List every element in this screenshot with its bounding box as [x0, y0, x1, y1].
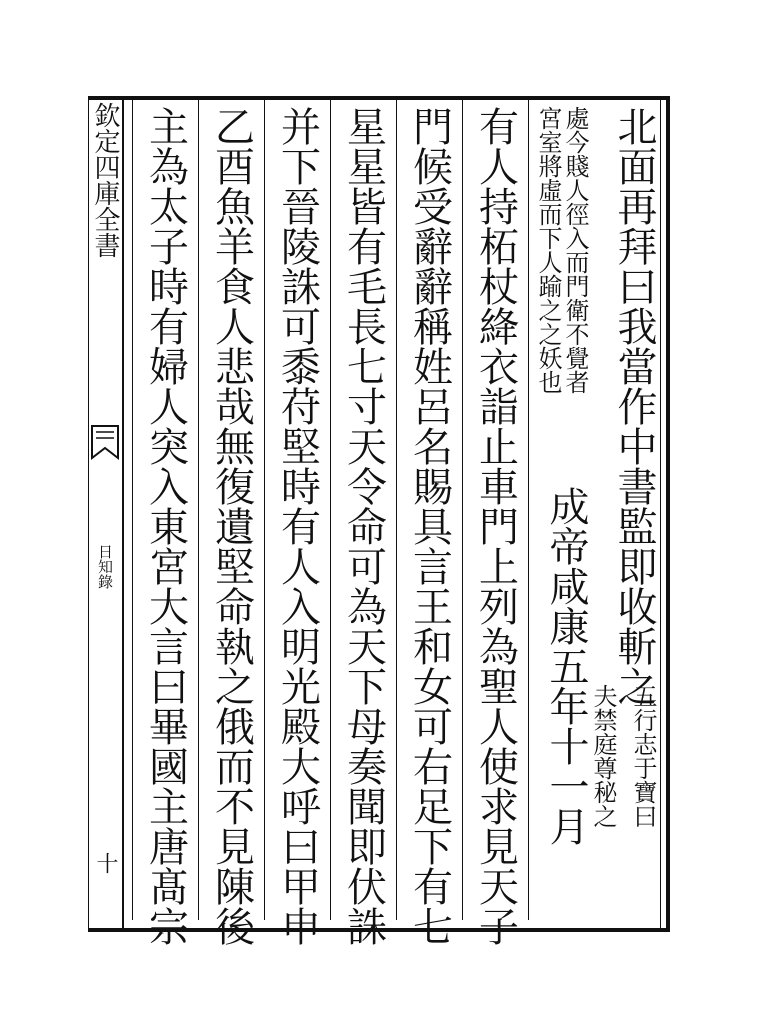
annotation-right: 處今賤人徑入而門衛不覺者 — [561, 106, 589, 394]
main-text: 北面再拜曰我當作中書監即收斬之 — [611, 106, 657, 706]
annotation-right: 五行志于寶曰 — [629, 684, 657, 828]
text-column-1 — [589, 100, 660, 920]
text-column-5 — [330, 100, 396, 946]
text-column-7 — [198, 100, 264, 946]
annotation-left: 夫禁庭尊秘之 — [589, 684, 617, 828]
text-column-3 — [462, 100, 528, 946]
banxin-page-number: 十 — [93, 852, 118, 874]
main-text: 并下晉陵誅可黍苻堅時有人入明光殿大呼曰甲申 — [274, 106, 321, 946]
fish-tail-ornament — [90, 422, 120, 462]
banxin-title: 欽定四庫全書 — [90, 102, 120, 258]
main-text: 星星皆有毛長七寸天令命可為天下母奏聞即伏誅 — [340, 106, 387, 946]
main-text: 主為太子時有婦人突入東宮大言曰畢國主唐髙宗 — [142, 106, 189, 946]
main-text: 成帝咸康五年十一月 — [543, 486, 589, 846]
banxin-center-strip — [88, 96, 124, 932]
annotation-left: 宮室將虛而下人踰之之妖也 — [534, 106, 562, 394]
main-text: 門候受辭辭稱姓呂名賜具言王和女可右足下有七 — [406, 106, 453, 946]
main-text: 乙酉魚羊食人悲哉無復遺堅命執之俄而不見陳後 — [208, 106, 255, 946]
text-column-6 — [264, 100, 330, 946]
main-text: 有人持柘杖絳衣詣止車門上列為聖人使求見天子 — [472, 106, 519, 946]
frame-inner-rule — [660, 100, 661, 928]
banxin-book-title: 日知錄 — [96, 544, 114, 589]
text-column-4 — [396, 100, 462, 946]
text-column-2 — [528, 100, 594, 920]
text-block — [126, 100, 660, 946]
text-column-8 — [132, 100, 198, 946]
